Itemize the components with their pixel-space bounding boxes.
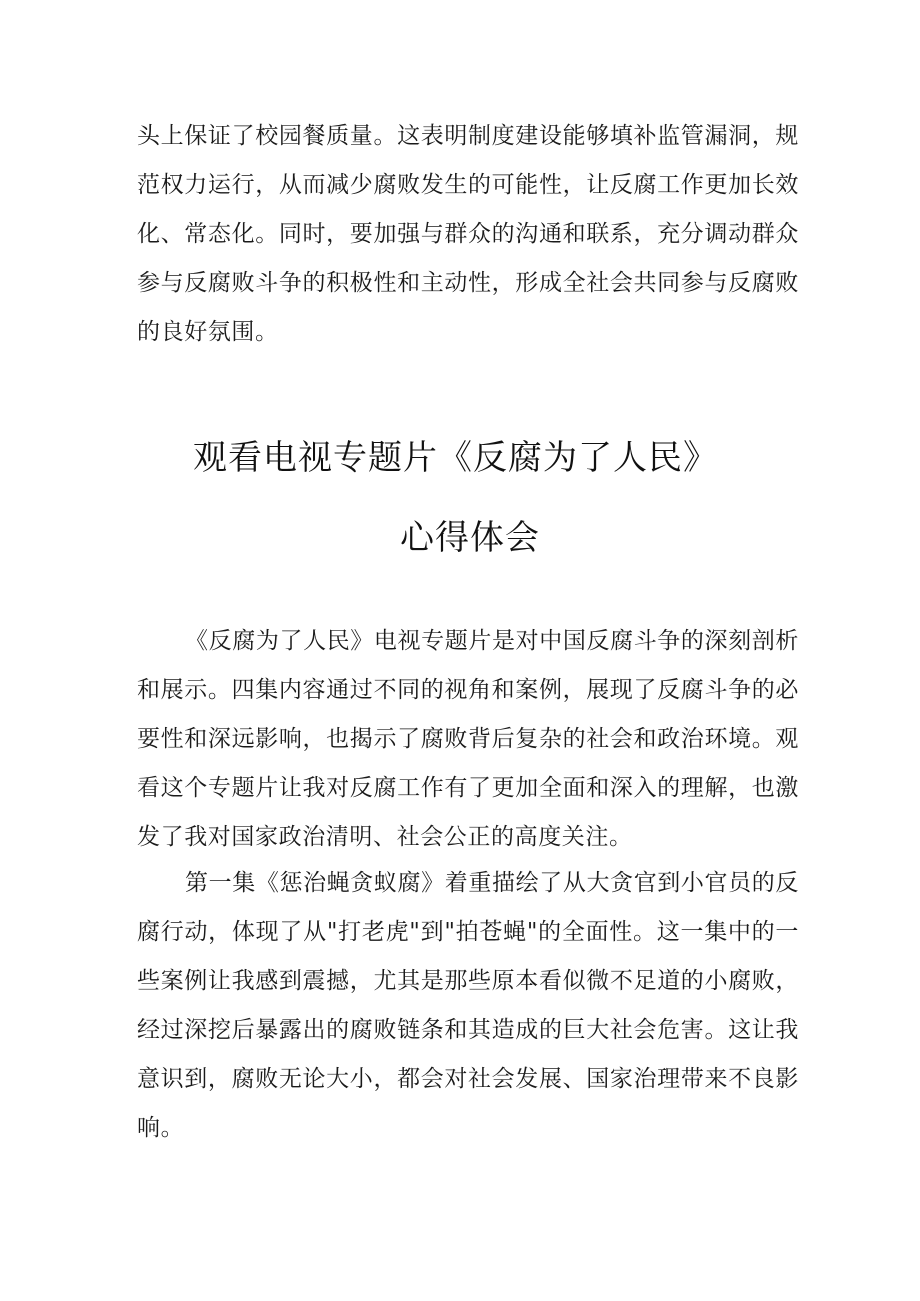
continuation-paragraph: 头上保证了校园餐质量。这表明制度建设能够填补监管漏洞，规范权力运行，从而减少腐败发生的可能性，让反腐工作更加长效化、常态化。同时，要加强与群众的沟通和联系，充分调动群众参与反腐败斗争的积极性和主动性，形成全社会共同参与反腐败的良好氛围。 <box>137 123 799 345</box>
document-title: 观看电视专题片《反腐为了人民》 <box>193 438 718 478</box>
body-paragraph-episode-one: 第一集《惩治蝇贪蚁腐》着重描绘了从大贪官到小官员的反腐行动，体现了从"打老虎"到"拍苍蝇"的全面性。这一集中的一些案例让我感到震撼，尤其是那些原本看似微不足道的小腐败，经过深挖后暴露出的腐败链条和其造成的巨大社会危害。这让我意识到，腐败无论大小，都会对社会发展、国家治理带来不良影响。 <box>137 870 799 1141</box>
document-subtitle: 心得体会 <box>400 518 540 558</box>
body-paragraph-intro: 《反腐为了人民》电视专题片是对中国反腐斗争的深刻剖析和展示。四集内容通过不同的视角和案例，展现了反腐斗争的必要性和深远影响，也揭示了腐败背后复杂的社会和政治环境。观看这个专题片让我对反腐工作有了更加全面和深入的理解，也激发了我对国家政治清明、社会公正的高度关注。 <box>137 628 799 850</box>
